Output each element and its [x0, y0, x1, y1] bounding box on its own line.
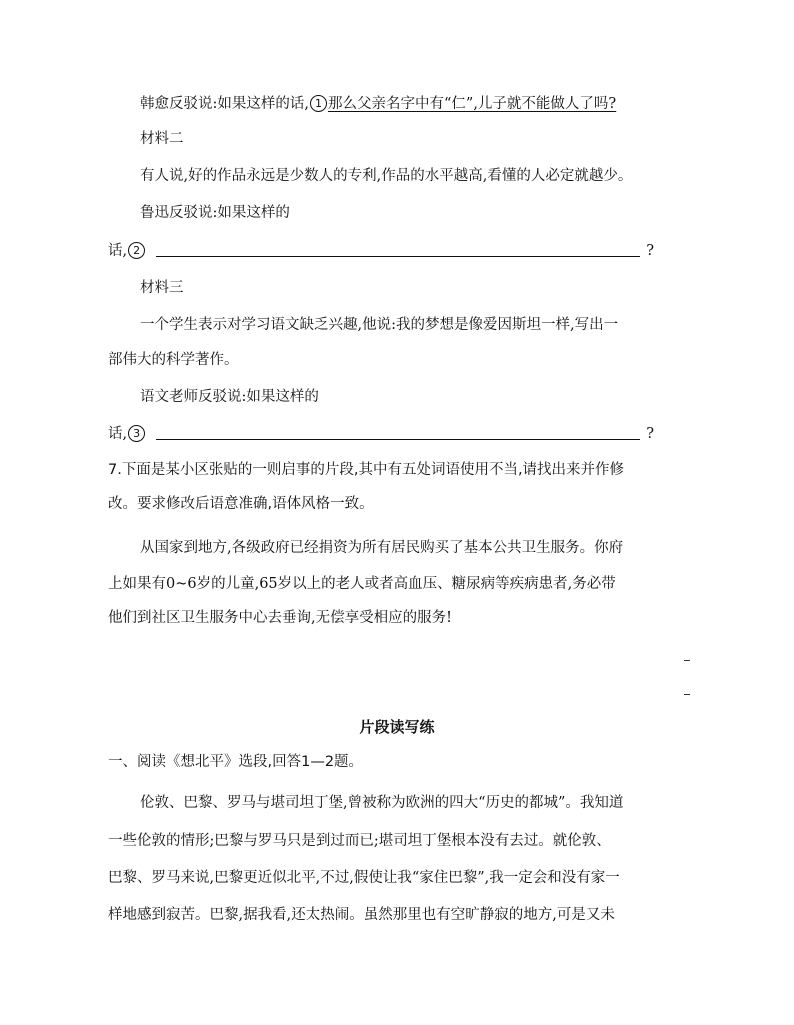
- material3-text-line2: 部伟大的科学著作。: [108, 352, 239, 368]
- material2-text: 有人说,好的作品永远是少数人的专利,作品的水平越高,看懂的人必定就越少。: [140, 168, 633, 184]
- notice-line1: 从国家到地方,各级政府已经捐资为所有居民购买了基本公共卫生服务。你府: [140, 540, 624, 556]
- material2-rebuttal: 鲁迅反驳说:如果这样的: [140, 205, 290, 221]
- question7-line2: 改。要求修改后语意准确,语体风格一致。: [108, 496, 374, 512]
- question7-line1: 7.下面是某小区张贴的一则启事的片段,其中有五处词语使用不当,请找出来并作修: [108, 462, 625, 478]
- material2-title: 材料二: [140, 131, 184, 147]
- answer-blank-2-prefix: 话, 2: [108, 241, 146, 261]
- reading-line2: 一些伦敦的情形;巴黎与罗马只是到过而已;堪司坦丁堡根本没有去过。就伦敦、: [108, 833, 611, 849]
- reading-line3: 巴黎、罗马来说,巴黎更近似北平,不过,假使让我“家住巴黎”,我一定会和没有家一: [108, 870, 620, 886]
- notice-line3: 他们到社区卫生服务中心去垂询,无偿享受相应的服务!: [108, 610, 452, 626]
- material1-rebuttal-prefix: 韩愈反驳说:如果这样的话,: [140, 96, 309, 112]
- part1-heading: 一、阅读《想北平》选段,回答1—2题。: [108, 754, 364, 770]
- reading-line4: 样地感到寂苦。巴黎,据我看,还太热闹。虽然那里也有空旷静寂的地方,可是又未: [108, 907, 615, 923]
- material1-answer: 那么父亲名字中有“仁”,儿子就不能做人了吗?: [328, 96, 617, 112]
- circled-number-1: 1: [310, 95, 327, 112]
- material1-rebuttal: [140, 94, 616, 114]
- answer-blank-3-question-mark: ?: [646, 426, 654, 442]
- answer-blank-2-question-mark: ?: [646, 243, 654, 259]
- notice-line2: 上如果有0~6岁的儿童,65岁以上的老人或者高血压、糖尿病等疾病患者,务必带: [108, 576, 616, 592]
- answer-blank-3: [108, 424, 658, 444]
- answer-blank-3-line[interactable]: [156, 439, 640, 440]
- circled-number-2: 2: [128, 242, 145, 259]
- reading-line1: 伦敦、巴黎、罗马与堪司坦丁堡,曾被称为欧洲的四大“历史的都城”。我知道: [140, 795, 624, 811]
- answer-blank-3-prefix: 话, 3: [108, 424, 146, 444]
- section-title: 片段读写练: [359, 718, 435, 736]
- material3-title: 材料三: [140, 280, 184, 296]
- margin-dash-1: [684, 660, 690, 661]
- material3-text-line1: 一个学生表示对学习语文缺乏兴趣,他说:我的梦想是像爱因斯坦一样,写出一: [140, 317, 619, 333]
- circled-number-3: 3: [128, 425, 145, 442]
- answer-blank-2-line[interactable]: [156, 256, 640, 257]
- margin-dash-2: [684, 694, 690, 695]
- answer-blank-2: [108, 241, 658, 261]
- material3-rebuttal: 语文老师反驳说:如果这样的: [140, 389, 319, 405]
